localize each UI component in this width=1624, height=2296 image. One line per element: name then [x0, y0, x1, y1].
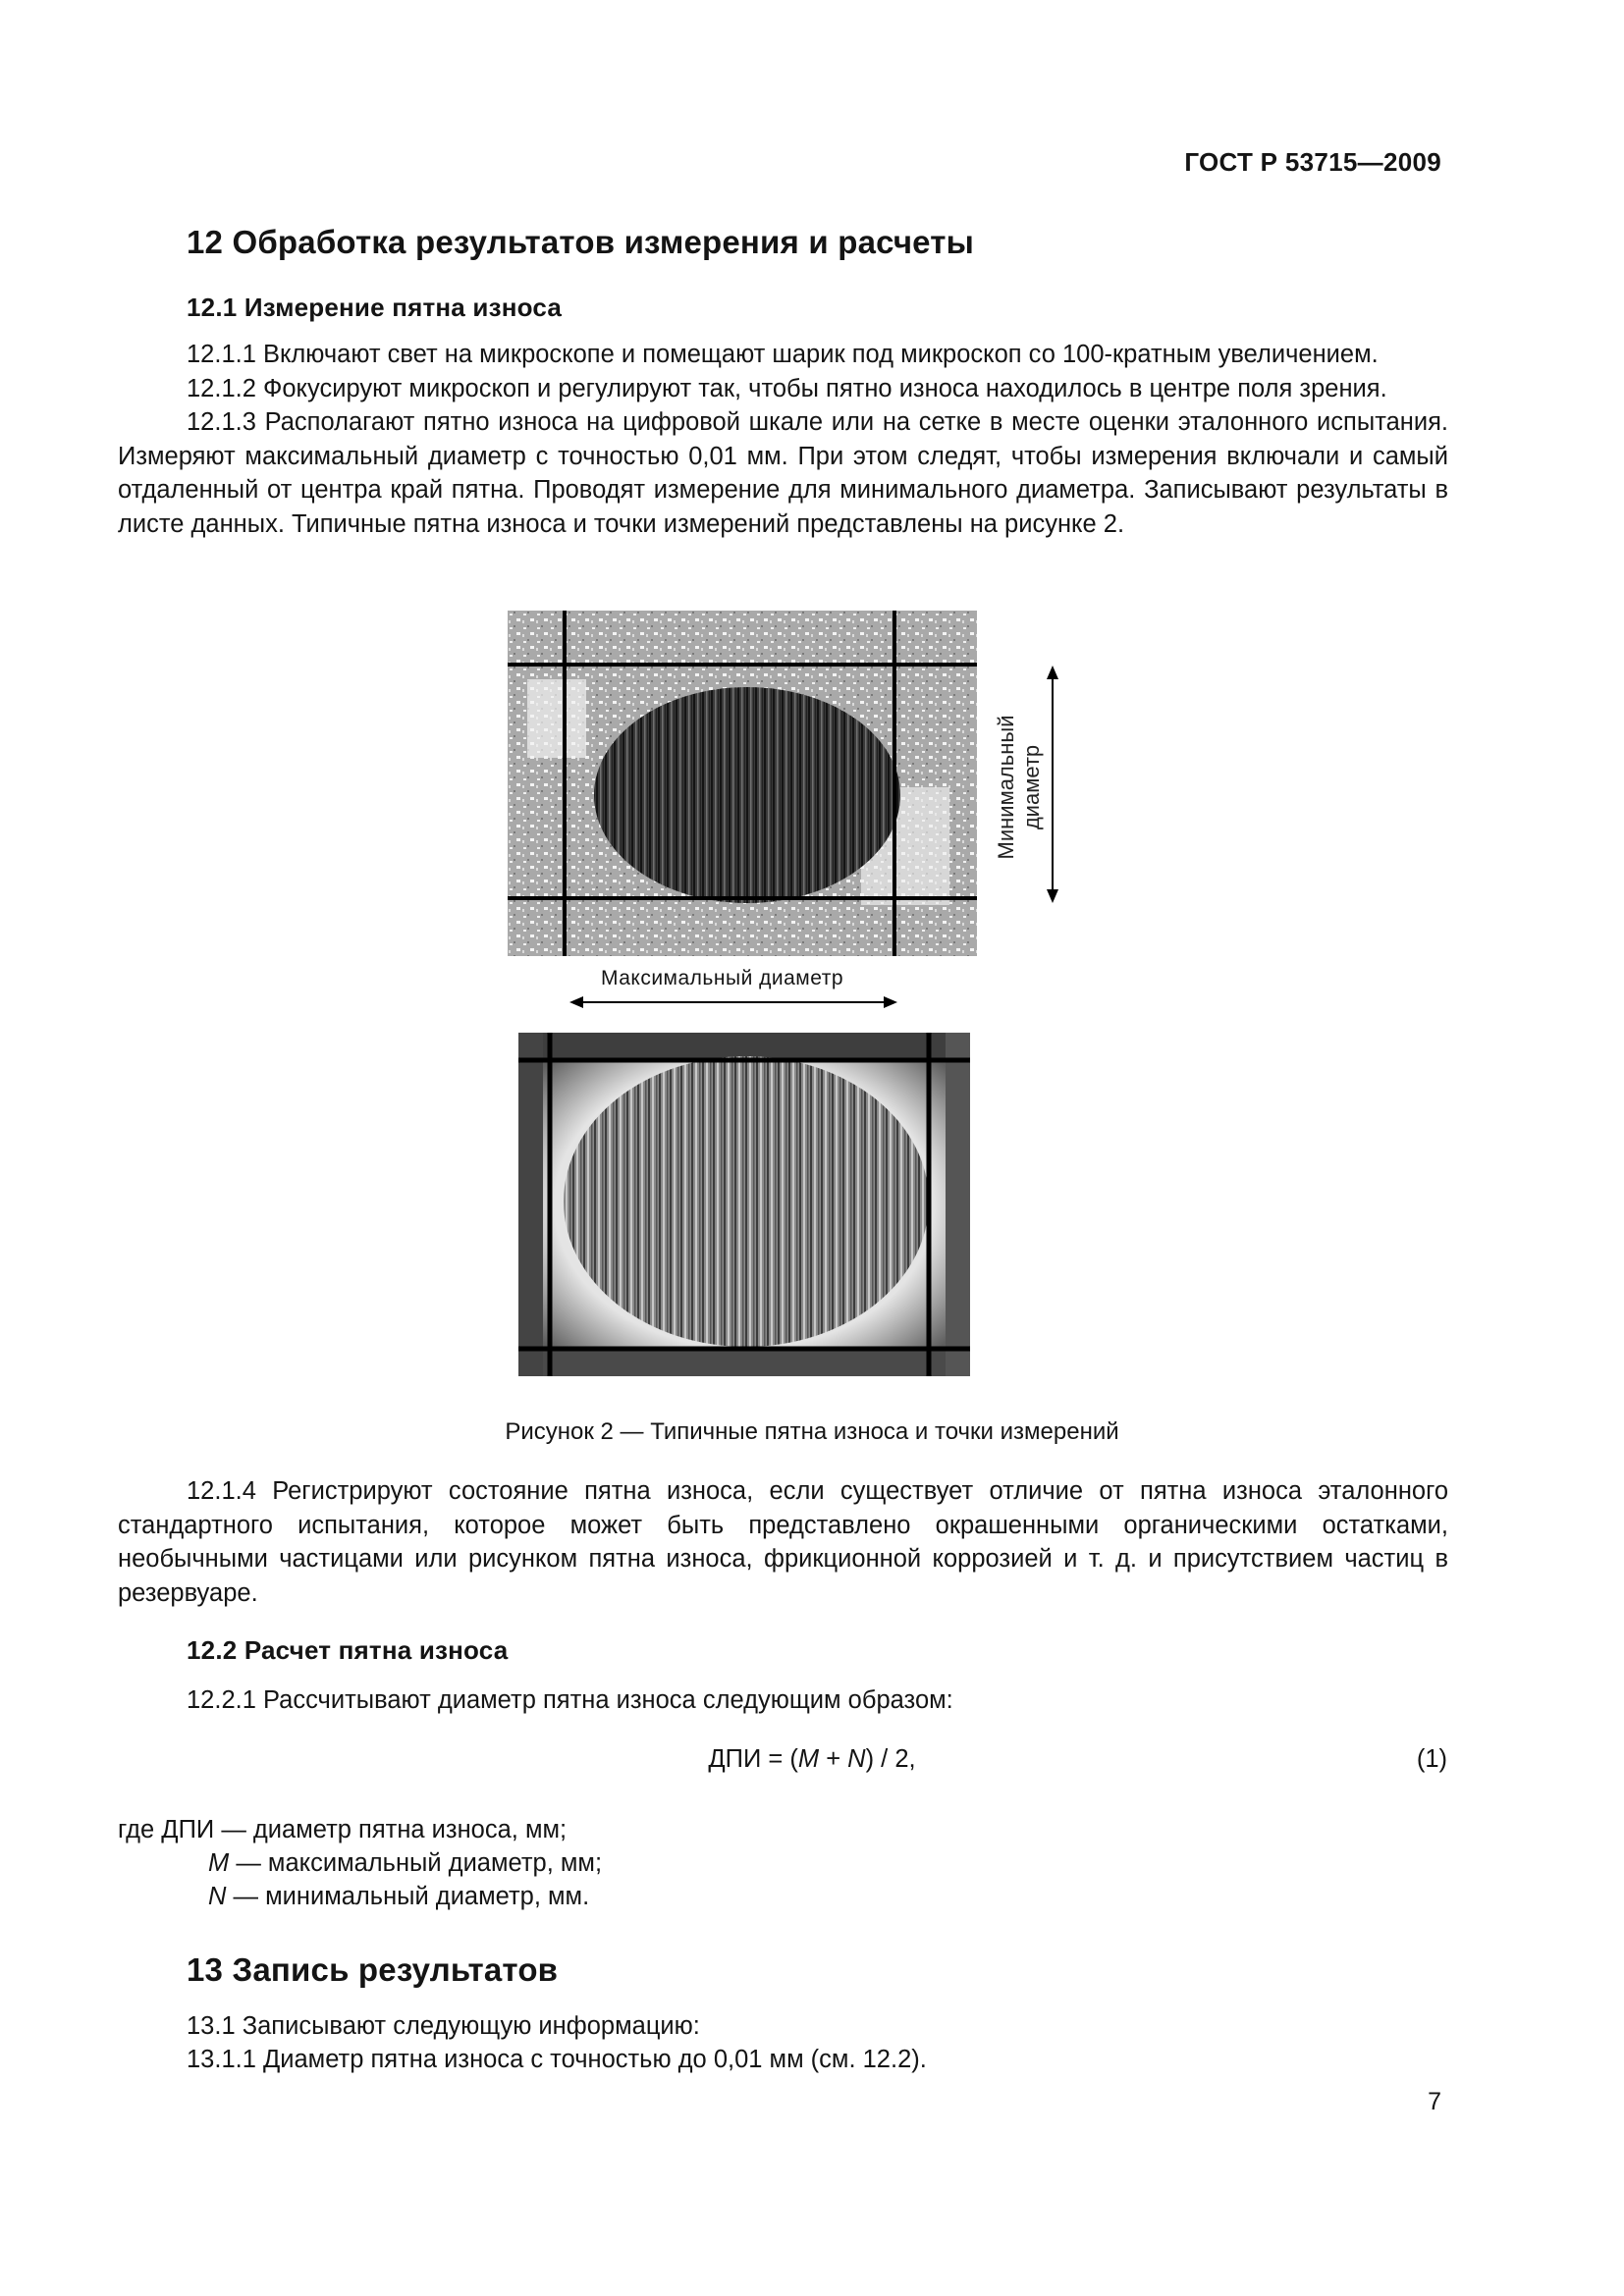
section-12-1-body [118, 338, 1448, 541]
maximum-diameter-label: Максимальный диаметр [601, 967, 844, 989]
paragraph-12-1-4: 12.1.4 Регистрируют состояние пятна износа, если существует отличие от пятна износа эталонного стандартного испытания, которое может быть представлено окрашенными органическими остатками, необычными частицами или рисунком пятна износа, фрикционной коррозией и т. д. и присутствием частиц в резервуаре. [118, 1477, 1448, 1607]
subsection-12-1-title: 12.1 Измерение пятна износа [187, 293, 562, 322]
legend-m-text: — максимальный диаметр, мм; [229, 1849, 603, 1877]
paragraph-13-1: 13.1 Записывают следующую информацию: [187, 2012, 700, 2040]
legend-line-1 [118, 1816, 567, 1844]
document-header-id: ГОСТ Р 53715—2009 [1184, 147, 1441, 177]
formula-plus: + [819, 1745, 848, 1773]
label-min-line1: Минимальный [994, 715, 1018, 860]
legend-m-symbol: M [208, 1849, 230, 1877]
maximum-diameter-arrow [569, 993, 897, 1011]
paragraph-12-1-2: 12.1.2 Фокусируют микроскоп и регулируют так, чтобы пятно износа находилось в центре поля зрения. [187, 374, 1387, 402]
legend-n-symbol: N [208, 1883, 227, 1910]
minimum-diameter-label [986, 699, 1045, 876]
paragraph-12-1-3: 12.1.3 Располагают пятно износа на цифровой шкале или на сетке в месте оценки эталонного испытания. Измеряют максимальный диаметр с точностью 0,01 мм. При этом следят, чтобы измерения включали и самый отдаленный от центра край пятна. Проводят измерение для минимального диаметра. Записывают результаты в листе данных. Типичные пятна износа и точки измерений представлены на рисунке 2. [118, 408, 1448, 538]
equation-number: (1) [1416, 1745, 1447, 1773]
legend-dpi-symbol: где ДПИ [118, 1816, 215, 1843]
figure-bottom-wear-spot [518, 1033, 970, 1376]
paragraph-13-1-1: 13.1.1 Диаметр пятна износа с точностью до 0,01 мм (см. 12.2). [187, 2046, 927, 2073]
legend-line-3 [208, 1883, 589, 1911]
figure-top-wear-spot [508, 611, 977, 956]
label-min-line2: диаметр [1019, 744, 1044, 830]
subsection-12-2-title: 12.2 Расчет пятна износа [187, 1635, 509, 1665]
page-number: 7 [1428, 2088, 1441, 2115]
formula-rhs: ) / 2, [865, 1745, 916, 1773]
formula-m: M [797, 1745, 820, 1773]
figure-caption: Рисунок 2 — Типичные пятна износа и точки измерений [505, 1418, 1119, 1445]
legend-n-text: — минимальный диаметр, мм. [226, 1883, 590, 1910]
paragraph-12-1-4-block [118, 1474, 1448, 1610]
section-13-title: 13 Запись результатов [187, 1951, 559, 1988]
formula-lhs: ДПИ = ( [708, 1745, 798, 1773]
legend-line-2 [208, 1849, 602, 1878]
formula [0, 1745, 1624, 1774]
paragraph-12-1-1: 12.1.1 Включают свет на микроскопе и помещают шарик под микроскоп со 100-кратным увеличением. [187, 341, 1379, 368]
formula-n: N [847, 1745, 866, 1773]
paragraph-12-2-1: 12.2.1 Рассчитывают диаметр пятна износа следующим образом: [187, 1686, 953, 1714]
legend-dpi-text: — диаметр пятна износа, мм; [214, 1816, 568, 1843]
section-12-title: 12 Обработка результатов измерения и расчеты [187, 224, 975, 260]
